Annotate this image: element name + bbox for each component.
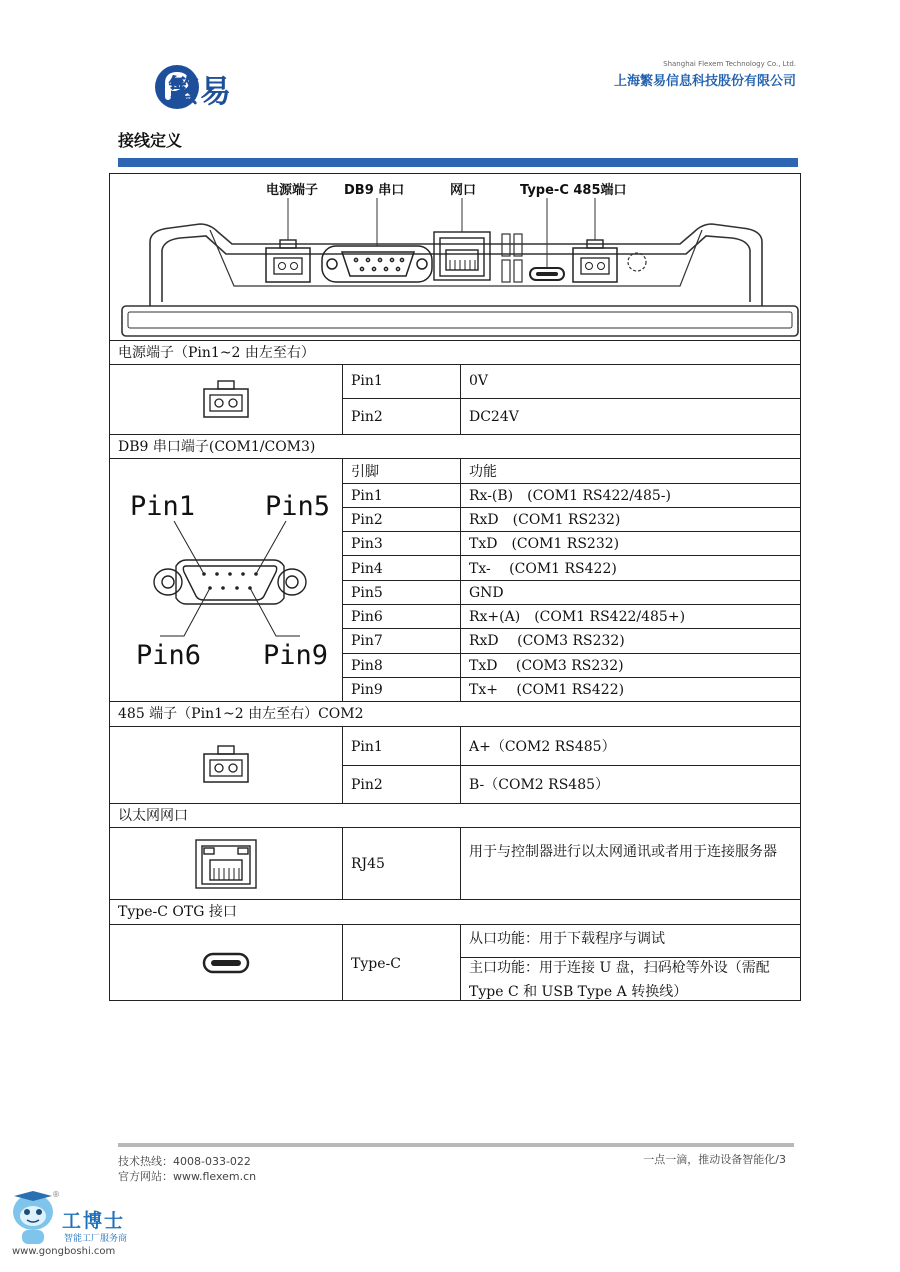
power-terminal-icon — [266, 240, 310, 282]
wiring-table — [109, 173, 801, 1001]
callout-db9: DB9 串口 — [344, 183, 405, 198]
db9-label-pin9: Pin9 — [263, 640, 329, 671]
db9-pin1-label: Pin1 — [351, 488, 383, 504]
typec-name: Type-C — [351, 956, 401, 972]
typec-section-header: Type-C OTG 接口 — [118, 904, 237, 920]
db9-pin6-label: Pin6 — [351, 609, 383, 625]
db9-pin5-label: Pin5 — [351, 585, 383, 601]
mascot-icon — [8, 1190, 58, 1246]
db9-pin2-func: RxD (COM1 RS232) — [469, 512, 621, 528]
typec-port-icon — [530, 268, 564, 280]
rs485-pin1-label: Pin1 — [351, 739, 383, 755]
company-name-cn: 上海繁易信息科技股份有限公司 — [613, 74, 796, 89]
callout-ethernet: 网口 — [450, 183, 477, 198]
db9-pin8-func: TxD (COM3 RS232) — [469, 658, 624, 674]
power-pin1-label: Pin1 — [351, 373, 383, 389]
footer-slogan-page: 一点一滴，推动设备智能化/3 — [643, 1153, 786, 1166]
device-bottom-view — [110, 174, 800, 340]
db9-label-pin1: Pin1 — [130, 491, 196, 522]
page-title: 接线定义 — [118, 131, 183, 150]
ethernet-name: RJ45 — [351, 856, 385, 872]
db9-pin4-label: Pin4 — [351, 561, 383, 577]
terminal-connector-icon — [202, 379, 250, 419]
db9-pin4-func: Tx- (COM1 RS422) — [469, 561, 617, 577]
watermark-reg: ® — [52, 1190, 60, 1199]
db9-pin6-func: Rx+(A) (COM1 RS422/485+) — [469, 609, 686, 625]
typec-desc-slave: 从口功能：用于下载程序与调试 — [469, 931, 665, 947]
db9-pin5-func: GND — [469, 585, 504, 601]
db9-pin1-func: Rx-(B) (COM1 RS422/485-) — [469, 488, 671, 504]
db9-port-icon — [322, 246, 432, 282]
db9-label-pin6: Pin6 — [136, 640, 202, 671]
rs485-section-header: 485 端子（Pin1~2 由左至右）COM2 — [118, 706, 364, 722]
db9-col-pin: 引脚 — [351, 464, 379, 480]
rs485-pin2-func: B-（COM2 RS485） — [469, 777, 610, 793]
rj45-port-icon — [434, 232, 490, 280]
db9-pin9-func: Tx+ (COM1 RS422) — [469, 682, 625, 698]
terminal-connector-icon — [202, 744, 250, 784]
title-divider — [118, 158, 798, 167]
db9-pin3-label: Pin3 — [351, 536, 383, 552]
watermark-subtitle: 智能工厂服务商 — [64, 1234, 128, 1244]
db9-pin3-func: TxD (COM1 RS232) — [469, 536, 620, 552]
callout-typec-485: Type-C 485端口 — [520, 183, 627, 198]
db9-pin7-func: RxD (COM3 RS232) — [469, 633, 625, 649]
power-section-header: 电源端子（Pin1~2 由左至右） — [118, 345, 315, 361]
footer-website: 官方网站：www.flexem.cn — [118, 1170, 257, 1183]
db9-pin7-label: Pin7 — [351, 633, 383, 649]
footer-hotline: 技术热线：4008-033-022 — [118, 1155, 251, 1168]
rs485-pin1-func: A+（COM2 RS485） — [469, 739, 616, 755]
rj45-port-icon — [194, 838, 258, 890]
rs485-terminal-icon — [573, 240, 617, 282]
watermark-url: www.gongboshi.com — [12, 1246, 116, 1257]
callout-power: 电源端子 — [266, 183, 319, 198]
watermark-title: 工博士 — [62, 1210, 126, 1232]
db9-label-pin5: Pin5 — [265, 491, 331, 522]
db9-pin9-label: Pin9 — [351, 682, 383, 698]
logo-text: 繁易 — [168, 74, 232, 110]
power-pin2-func: DC24V — [469, 409, 519, 425]
db9-pin8-label: Pin8 — [351, 658, 383, 674]
footer-divider — [118, 1143, 794, 1147]
ethernet-desc: 用于与控制器进行以太网通讯或者用于连接服务器 — [469, 844, 777, 860]
power-pin2-label: Pin2 — [351, 409, 383, 425]
ethernet-section-header: 以太网网口 — [118, 808, 188, 824]
db9-pin2-label: Pin2 — [351, 512, 383, 528]
db9-col-func: 功能 — [469, 464, 497, 480]
db9-section-header: DB9 串口端子(COM1/COM3) — [118, 439, 316, 455]
typec-port-icon — [202, 952, 250, 974]
power-pin1-func: 0V — [469, 373, 489, 389]
company-name-en: Shanghai Flexem Technology Co., Ltd. — [663, 60, 796, 68]
rs485-pin2-label: Pin2 — [351, 777, 383, 793]
typec-desc-host: 主口功能：用于连接 U 盘，扫码枪等外设（需配 Type C 和 USB Type A 转换线） — [469, 960, 770, 1000]
